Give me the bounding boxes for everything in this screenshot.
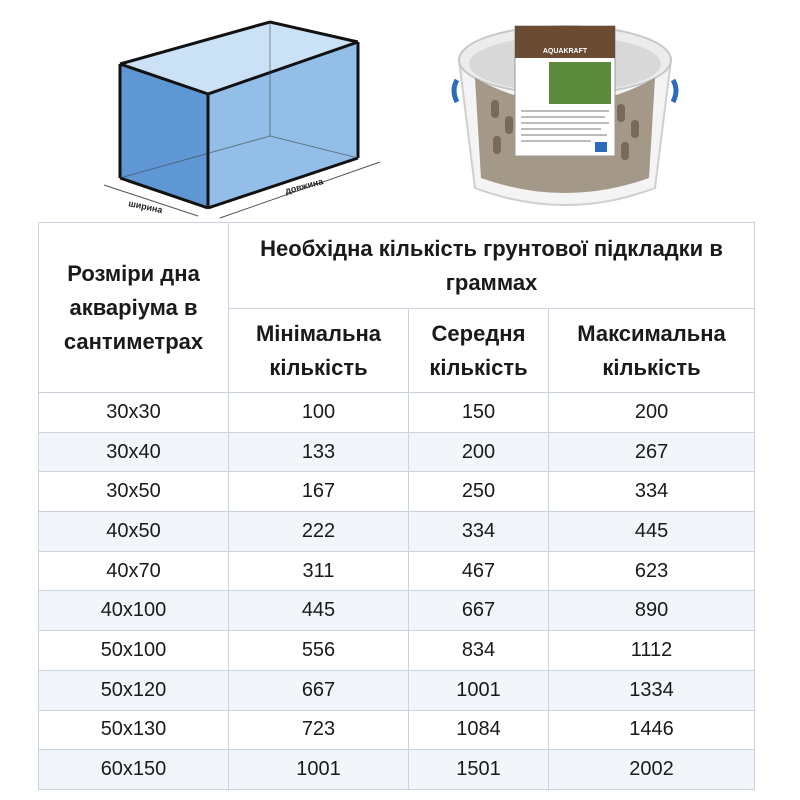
min-cell: 723 — [229, 710, 409, 750]
bucket-brand-label: AQUAKRAFT — [542, 48, 588, 55]
table-row — [39, 512, 755, 552]
table-row — [39, 472, 755, 512]
table-row — [39, 432, 755, 472]
table-row — [39, 750, 755, 790]
max-cell: 334 — [549, 472, 755, 512]
dimension-cell: 50x120 — [39, 670, 229, 710]
min-amount-header: Мінімальна кількість — [229, 309, 409, 393]
dimension-cell: 40x70 — [39, 551, 229, 591]
min-cell: 311 — [229, 551, 409, 591]
table-row — [39, 631, 755, 671]
dimension-cell: 50x100 — [39, 631, 229, 671]
dimension-cell: 30x40 — [39, 432, 229, 472]
dimension-cell: 30x30 — [39, 393, 229, 433]
dimension-cell: 40x100 — [39, 591, 229, 631]
table-row — [39, 710, 755, 750]
dimension-cell: 60x150 — [39, 750, 229, 790]
max-cell: 445 — [549, 512, 755, 552]
max-cell: 890 — [549, 591, 755, 631]
max-cell: 267 — [549, 432, 755, 472]
avg-cell: 1084 — [409, 710, 549, 750]
max-amount-header: Максимальна кількість — [549, 309, 755, 393]
illustration-area — [0, 0, 800, 222]
min-cell: 133 — [229, 432, 409, 472]
max-cell: 200 — [549, 393, 755, 433]
substrate-amount-table — [38, 222, 755, 790]
min-cell: 167 — [229, 472, 409, 512]
table-row — [39, 393, 755, 433]
avg-cell: 467 — [409, 551, 549, 591]
avg-cell: 250 — [409, 472, 549, 512]
avg-cell: 1501 — [409, 750, 549, 790]
substrate-bucket-illustration — [445, 8, 685, 218]
table-row — [39, 591, 755, 631]
avg-amount-header: Середня кількість — [409, 309, 549, 393]
table-row — [39, 670, 755, 710]
min-cell: 100 — [229, 393, 409, 433]
avg-cell: 667 — [409, 591, 549, 631]
avg-cell: 200 — [409, 432, 549, 472]
min-cell: 556 — [229, 631, 409, 671]
min-cell: 667 — [229, 670, 409, 710]
dimension-cell: 50x130 — [39, 710, 229, 750]
max-cell: 1334 — [549, 670, 755, 710]
min-cell: 222 — [229, 512, 409, 552]
min-cell: 1001 — [229, 750, 409, 790]
avg-cell: 334 — [409, 512, 549, 552]
dimension-cell: 40x50 — [39, 512, 229, 552]
max-cell: 623 — [549, 551, 755, 591]
min-cell: 445 — [229, 591, 409, 631]
avg-cell: 1001 — [409, 670, 549, 710]
width-label: ширина — [127, 198, 164, 216]
max-cell: 2002 — [549, 750, 755, 790]
avg-cell: 834 — [409, 631, 549, 671]
aquarium-illustration — [90, 20, 420, 220]
length-label: довжина — [283, 176, 325, 196]
avg-cell: 150 — [409, 393, 549, 433]
dimensions-column-header: Розміри дна акваріума в сантиметрах — [39, 223, 229, 393]
max-cell: 1112 — [549, 631, 755, 671]
table-row — [39, 551, 755, 591]
dimension-cell: 30x50 — [39, 472, 229, 512]
substrate-amount-group-header: Необхідна кількість грунтової підкладки в граммах — [229, 223, 755, 309]
max-cell: 1446 — [549, 710, 755, 750]
